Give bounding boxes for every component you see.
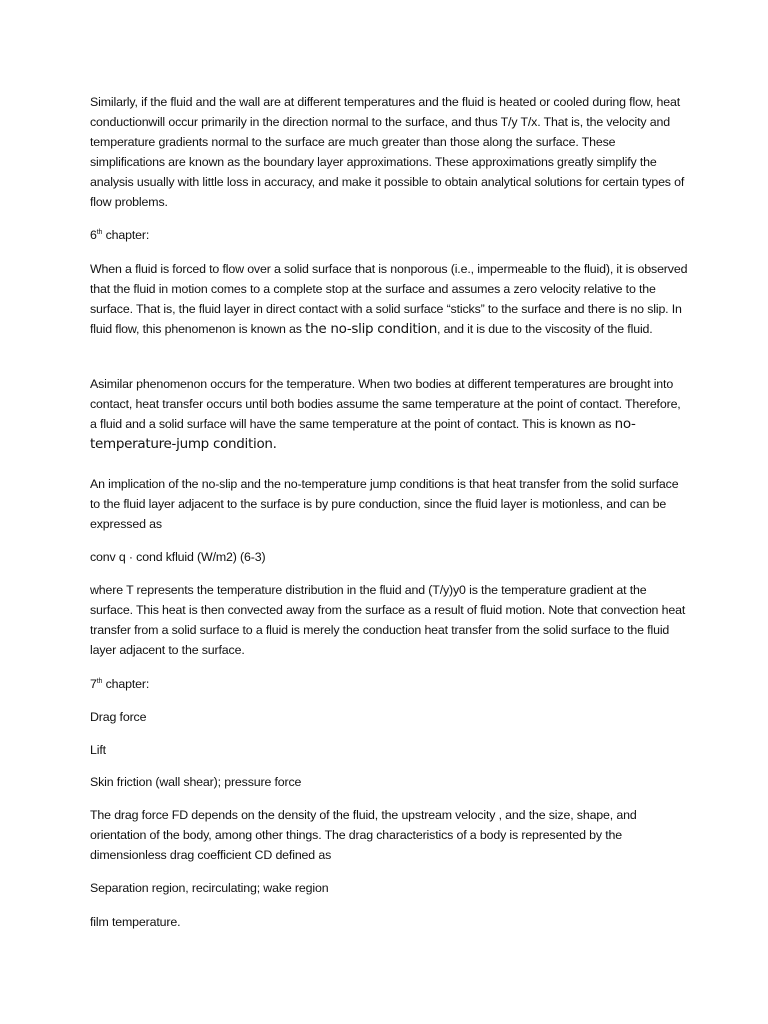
no-slip-paragraph xyxy=(90,259,688,339)
chapter-7-number: 7 xyxy=(90,677,97,691)
chapter-6-number: 6 xyxy=(90,228,97,242)
chapter-6-ordinal-suffix: th xyxy=(96,228,103,236)
convection-equation: conv q · cond kfluid (W/m2) (6-3) xyxy=(90,550,266,564)
chapter-7-label: chapter: xyxy=(102,677,150,691)
temperature-text-before: Asimilar phenomenon occurs for the temperature. When two bodies at different temperatures are brought into contact, heat transfer occurs until both bodies assume the same temperature at the point of contact. Therefore, a fluid and a solid surface will have the same temperature at the point of contact. This is known as xyxy=(90,377,681,431)
chapter-7-heading xyxy=(90,674,688,694)
separation-region-item: Separation region, recirculating; wake region xyxy=(90,881,329,895)
boundary-layer-paragraph: Similarly, if the fluid and the wall are at different temperatures and the fluid is heated or cooled during flow, heat conductionwill occur primarily in the direction normal to the surface, and thus T/y T/x. That is, the velocity and temperature gradients normal to the surface are much greater than those along the surface. These simplifications are known as the boundary layer approximations. These approximations greatly simplify the analysis usually with little loss in accuracy, and make it possible to obtain analytical solutions for certain types of flow problems. xyxy=(90,95,685,209)
temperature-jump-paragraph xyxy=(90,374,688,454)
skin-friction-item: Skin friction (wall shear); pressure force xyxy=(90,775,302,789)
no-temperature-jump-term: no-temperature-jump condition. xyxy=(90,416,636,452)
lift-item: Lift xyxy=(90,743,106,757)
drag-force-item: Drag force xyxy=(90,710,147,724)
no-slip-text-after: , and it is due to the viscosity of the fluid. xyxy=(437,322,653,336)
no-slip-condition-term: the no-slip condition xyxy=(305,321,438,337)
film-temperature-item: film temperature. xyxy=(90,915,181,929)
chapter-7-ordinal-suffix: th xyxy=(96,677,103,685)
drag-coefficient-paragraph: The drag force FD depends on the density of the fluid, the upstream velocity , and the size, shape, and orientation of the body, among other things. The drag characteristics of a body is represented by the dimensionless drag coefficient CD defined as xyxy=(90,808,637,862)
chapter-6-heading xyxy=(90,225,688,245)
temperature-distribution-paragraph: where T represents the temperature distribution in the fluid and (T/y)y0 is the temperature gradient at the surface. This heat is then convected away from the surface as a result of fluid motion. Note that convection heat transfer from a solid surface to a fluid is merely the conduction heat transfer from the solid surface to the fluid layer adjacent to the surface. xyxy=(90,583,686,657)
no-slip-text-before: When a fluid is forced to flow over a solid surface that is nonporous (i.e., impermeable to the fluid), it is observed that the fluid in motion comes to a complete stop at the surface and assumes a zero velocity relative to the surface. That is, the fluid layer in direct contact with a solid surface “sticks” to the surface and there is no slip. In fluid flow, this phenomenon is known as xyxy=(90,262,688,336)
implication-paragraph: An implication of the no-slip and the no-temperature jump conditions is that heat transfer from the solid surface to the fluid layer adjacent to the surface is by pure conduction, since the fluid layer is motionless, and can be expressed as xyxy=(90,477,679,531)
chapter-6-label: chapter: xyxy=(102,228,150,242)
